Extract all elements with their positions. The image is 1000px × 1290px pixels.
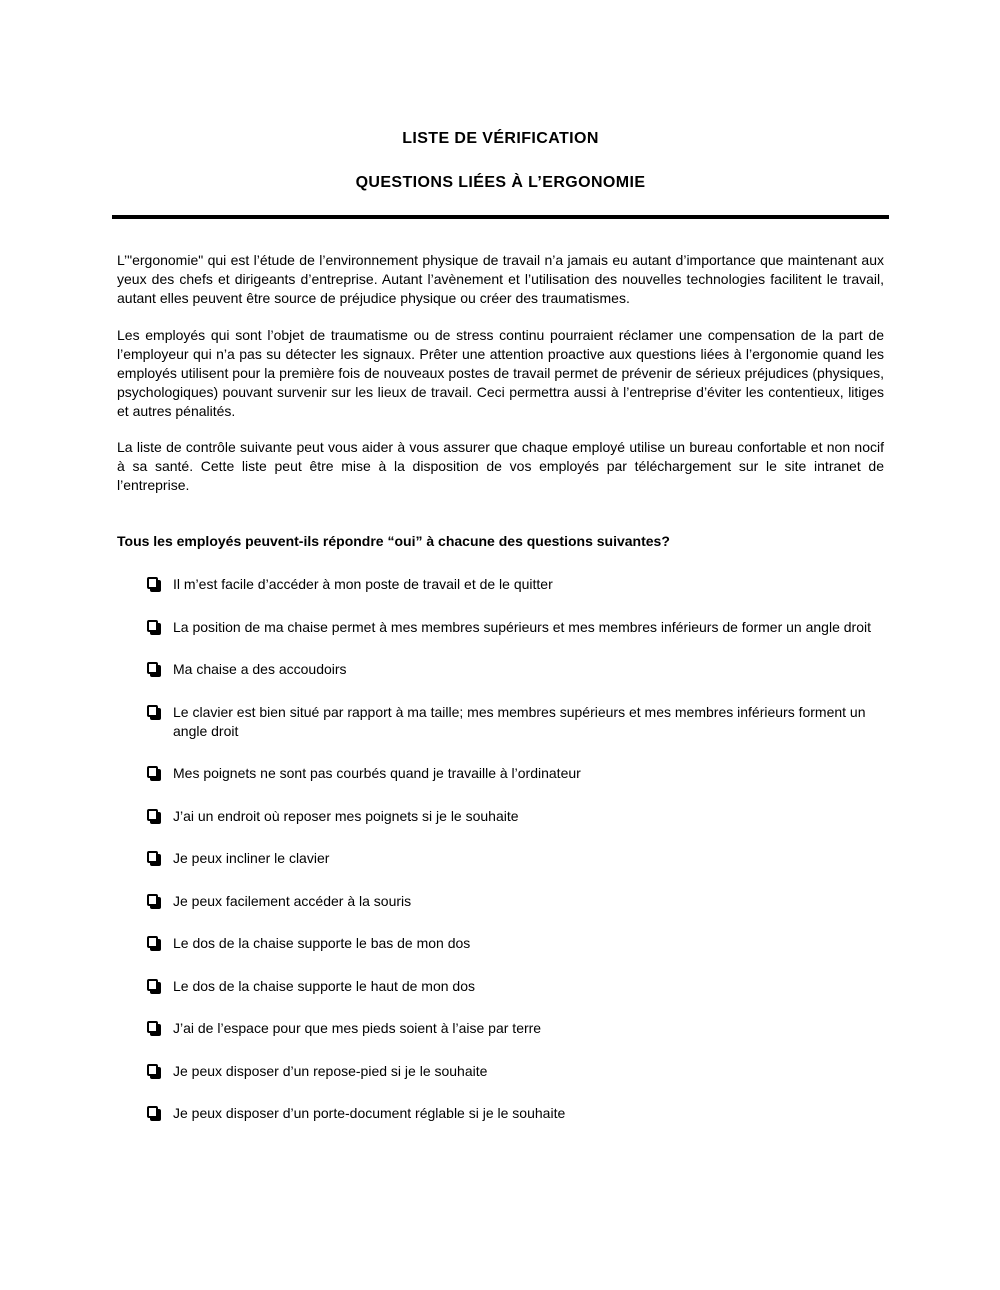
intro-paragraph-3: La liste de contrôle suivante peut vous aider à vous assurer que chaque employé utilise un bureau confortable et non nocif à sa santé. Cette liste peut être mise à la disposition de vos employés par téléchargement sur le site intranet de l’entreprise. — [117, 439, 884, 493]
checkbox-icon[interactable] — [147, 705, 158, 717]
checkbox-icon[interactable] — [147, 1106, 158, 1118]
checklist-item — [117, 1104, 884, 1123]
checklist-item-label: J’ai de l’espace pour que mes pieds soient à l’aise par terre — [173, 1020, 542, 1036]
checkbox-icon[interactable] — [147, 1021, 158, 1033]
intro-paragraph-2: Les employés qui sont l’objet de traumatisme ou de stress continu pourraient réclamer une compensation de la part de l’employeur qui n’a pas su détecter les signaux. Prêter une attention proactive aux questions liées à l’ergonomie quand les employés utilisent pour la première fois de nouveaux postes de travail permet de prévenir de sérieux préjudices (physiques, psychologiques) pouvant survenir sur les lieux de travail. Ceci permettra aussi à l’entreprise d’éviter les contentieux, litiges et autres pénalités. — [117, 326, 884, 419]
checklist-item-label: Il m’est facile d’accéder à mon poste de travail et de le quitter — [173, 576, 553, 592]
checkbox-icon[interactable] — [147, 894, 158, 906]
checklist-item-label: Je peux disposer d’un repose-pied si je le souhaite — [173, 1062, 488, 1079]
checklist-item — [117, 618, 884, 637]
checkbox-icon[interactable] — [147, 1064, 158, 1076]
checklist-item-label: Je peux disposer d’un porte-document réglable si je le souhaite — [173, 1105, 566, 1121]
checklist-item-label: Mes poignets ne sont pas courbés quand je travaille à l’ordinateur — [173, 765, 581, 781]
checklist-item — [117, 764, 884, 783]
checklist-item-label: Le dos de la chaise supporte le haut de mon dos — [173, 977, 475, 994]
checklist-item-label: Ma chaise a des accoudoirs — [173, 661, 347, 677]
checklist-item — [117, 660, 884, 679]
checkbox-icon[interactable] — [147, 766, 158, 778]
checklist-item — [117, 849, 884, 868]
checklist-item — [117, 807, 884, 826]
checkbox-icon[interactable] — [147, 936, 158, 948]
checkbox-icon[interactable] — [147, 809, 158, 821]
checklist-item — [117, 703, 884, 741]
document-subtitle: QUESTIONS LIÉES À L’ERGONOMIE — [355, 174, 646, 191]
title-divider — [112, 215, 889, 219]
question-heading: Tous les employés peuvent-ils répondre “oui” à chacune des questions suivantes? — [117, 533, 670, 549]
checklist-item-label: La position de ma chaise permet à mes membres supérieurs et mes membres inférieurs de former un angle droit — [173, 618, 871, 635]
checklist-item-label: J’ai un endroit où reposer mes poignets si je le souhaite — [173, 807, 519, 824]
checklist-item-label: Je peux facilement accéder à la souris — [173, 892, 412, 909]
checklist-item — [117, 1019, 884, 1038]
checklist-item-label: Le dos de la chaise supporte le bas de mon dos — [173, 935, 471, 951]
checklist-item-label: Le clavier est bien situé par rapport à ma taille; mes membres supérieurs et mes membres inférieurs forment un angle droit — [173, 703, 866, 739]
checkbox-icon[interactable] — [147, 979, 158, 991]
checkbox-icon[interactable] — [147, 620, 158, 632]
document-title: LISTE DE VÉRIFICATION — [402, 130, 599, 147]
checklist-item — [117, 977, 884, 996]
checklist-item-label: Je peux incliner le clavier — [173, 850, 330, 866]
checkbox-icon[interactable] — [147, 577, 158, 589]
checklist-item — [117, 1062, 884, 1081]
checkbox-icon[interactable] — [147, 851, 158, 863]
ergonomics-checklist — [117, 575, 884, 1123]
checklist-item — [117, 934, 884, 953]
checklist-item — [117, 892, 884, 911]
intro-paragraph-1: L’"ergonomie" qui est l’étude de l’environnement physique de travail n’a jamais eu autant d’importance que maintenant aux yeux des chefs et dirigeants d’entreprise. Autant l’avènement et l’utilisation des nouvelles technologies facilitent le travail, autant elles peuvent être source de préjudice physique ou créer des traumatismes. — [117, 252, 884, 306]
checkbox-icon[interactable] — [147, 662, 158, 674]
checklist-item — [117, 575, 884, 594]
